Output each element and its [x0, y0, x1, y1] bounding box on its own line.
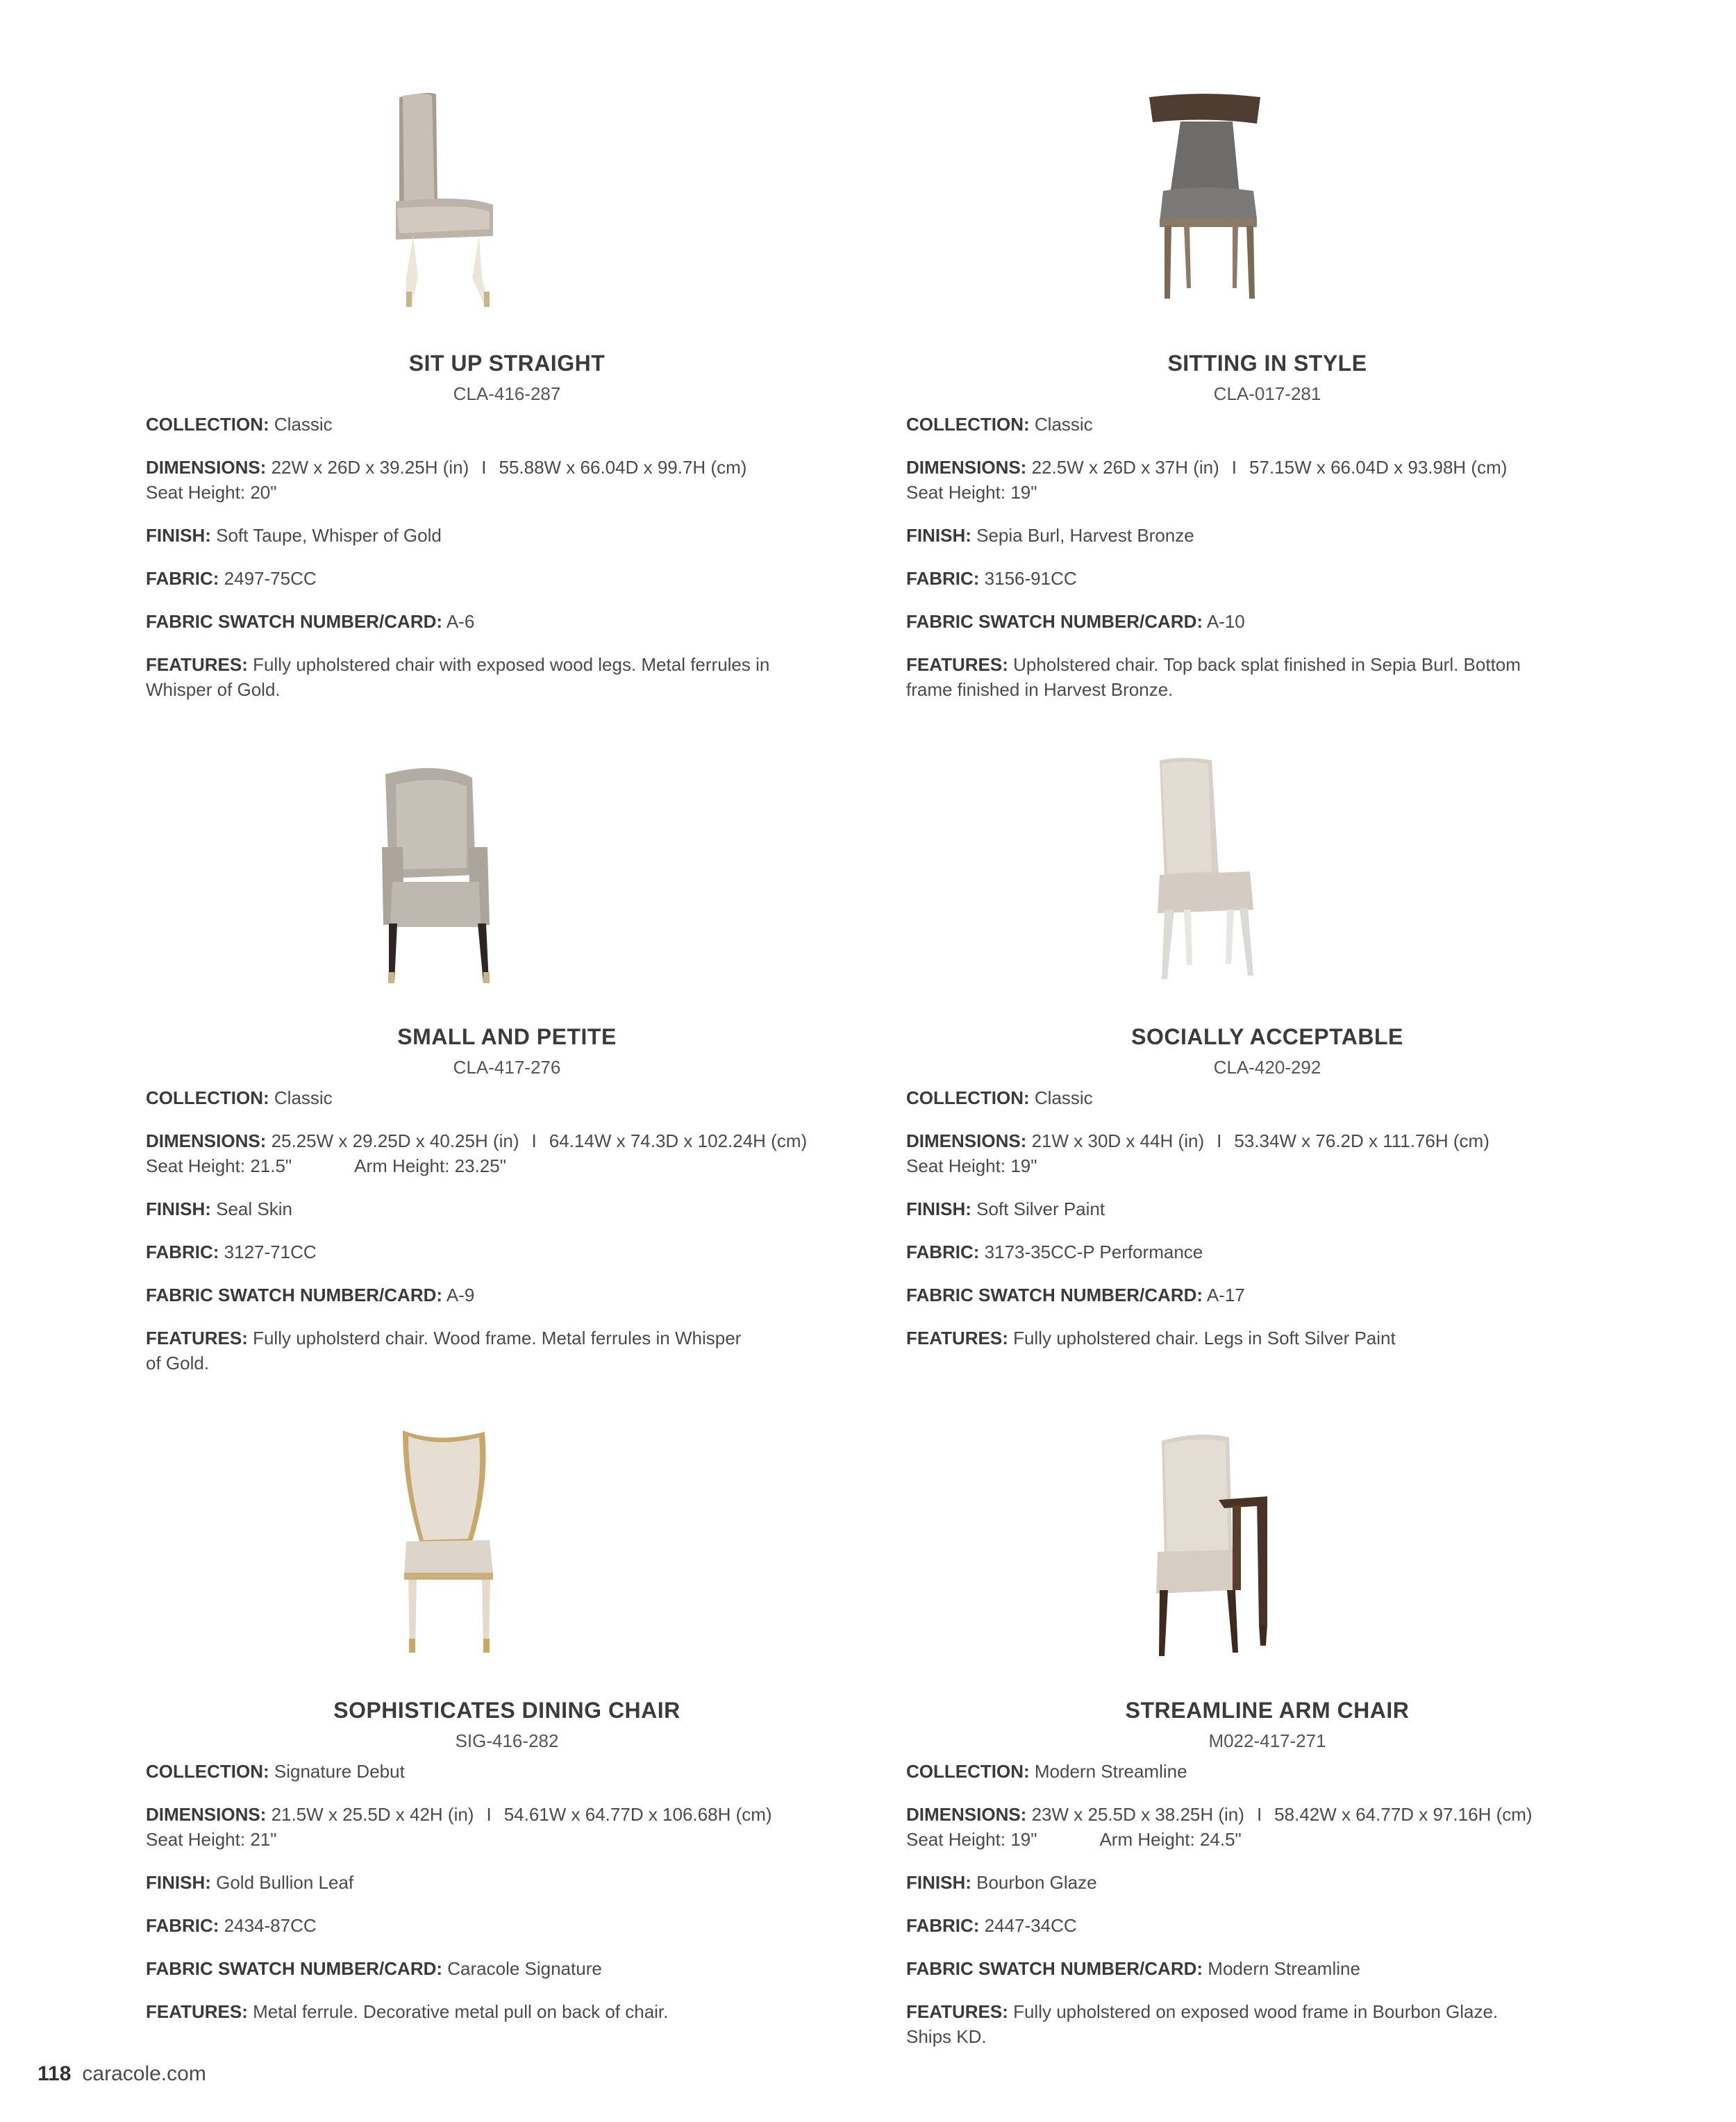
- seat-height: Seat Height: 19": [906, 1829, 1037, 1850]
- swatch-value: Modern Streamline: [1208, 1958, 1360, 1979]
- collection-label: COLLECTION:: [906, 1087, 1030, 1108]
- finish-value: Sepia Burl, Harvest Bronze: [976, 525, 1194, 546]
- arm-height: Arm Height: 24.5": [1099, 1829, 1242, 1850]
- dimensions-in: 23W x 25.5D x 38.25H (in): [1031, 1804, 1244, 1825]
- product-name: SITTING IN STYLE: [1167, 351, 1367, 376]
- product-sku: SIG-416-282: [455, 1730, 559, 1751]
- features-label: FEATURES:: [146, 1328, 248, 1348]
- chair-illustration: [146, 743, 868, 1007]
- collection-value: Classic: [274, 1087, 333, 1108]
- product-image-small-and-petite: [146, 743, 868, 1007]
- arm-height: Arm Height: 23.25": [354, 1155, 506, 1176]
- product-image-sophisticates-dining-chair: [146, 1417, 868, 1680]
- separator: I: [1256, 1804, 1262, 1825]
- chair-illustration: [146, 1417, 868, 1680]
- fabric-value: 3127-71CC: [224, 1242, 317, 1262]
- dimensions-label: DIMENSIONS:: [906, 457, 1027, 478]
- seat-height: Seat Height: 20": [146, 482, 277, 503]
- swatch-label: FABRIC SWATCH NUMBER/CARD:: [146, 1285, 443, 1305]
- dimensions-in: 25.25W x 29.25D x 40.25H (in): [271, 1130, 519, 1151]
- product-name: STREAMLINE ARM CHAIR: [1125, 1698, 1410, 1723]
- product-image-sit-up-straight: [146, 69, 868, 333]
- product-sku: CLA-420-292: [1213, 1057, 1321, 1078]
- seat-height: Seat Height: 21.5": [146, 1155, 292, 1176]
- product-sku: CLA-416-287: [453, 383, 561, 404]
- fabric-label: FABRIC:: [146, 1915, 219, 1936]
- finish-value: Soft Silver Paint: [976, 1198, 1105, 1219]
- dimensions-cm: 57.15W x 66.04D x 93.98H (cm): [1249, 457, 1508, 478]
- features-label: FEATURES:: [906, 2001, 1008, 2022]
- swatch-label: FABRIC SWATCH NUMBER/CARD:: [906, 611, 1203, 632]
- separator: I: [1231, 457, 1237, 478]
- chair-illustration: [906, 1417, 1628, 1680]
- features-line-1: Metal ferrule. Decorative metal pull on back of chair.: [253, 2001, 669, 2022]
- features-line-1: Fully upholsterd chair. Wood frame. Metal ferrules in Whisper: [253, 1328, 742, 1348]
- product-card-sit-up-straight: [146, 69, 868, 736]
- finish-value: Soft Taupe, Whisper of Gold: [216, 525, 442, 546]
- swatch-value: A-9: [446, 1285, 475, 1305]
- seat-height: Seat Height: 19": [906, 482, 1037, 503]
- fabric-value: 2497-75CC: [224, 568, 317, 589]
- finish-value: Gold Bullion Leaf: [216, 1872, 354, 1893]
- product-image-socially-acceptable: [906, 743, 1628, 1007]
- features-line-1: Fully upholstered on exposed wood frame in Bourbon Glaze.: [1013, 2001, 1499, 2022]
- collection-value: Classic: [1034, 1087, 1093, 1108]
- product-image-streamline-arm-chair: [906, 1417, 1628, 1680]
- collection-label: COLLECTION:: [146, 1087, 269, 1108]
- fabric-value: 2447-34CC: [984, 1915, 1077, 1936]
- product-card-sophisticates-dining-chair: [146, 1417, 868, 2083]
- page-footer: [37, 2062, 206, 2086]
- dimensions-cm: 54.61W x 64.77D x 106.68H (cm): [503, 1804, 772, 1825]
- finish-label: FINISH:: [146, 1198, 211, 1219]
- product-sku: CLA-417-276: [453, 1057, 561, 1078]
- collection-label: COLLECTION:: [906, 1761, 1030, 1782]
- product-specs: [906, 412, 1628, 720]
- fabric-label: FABRIC:: [906, 1915, 980, 1936]
- features-label: FEATURES:: [906, 1328, 1008, 1348]
- collection-value: Classic: [274, 414, 333, 435]
- collection-label: COLLECTION:: [146, 414, 269, 435]
- chair-illustration: [146, 69, 868, 333]
- swatch-label: FABRIC SWATCH NUMBER/CARD:: [906, 1285, 1203, 1305]
- dimensions-in: 22W x 26D x 39.25H (in): [271, 457, 469, 478]
- features-line-1: Upholstered chair. Top back splat finished in Sepia Burl. Bottom: [1013, 654, 1521, 675]
- fabric-value: 3156-91CC: [984, 568, 1077, 589]
- swatch-value: A-6: [446, 611, 475, 632]
- features-line-2: of Gold.: [146, 1353, 210, 1373]
- product-specs: [146, 1759, 868, 2042]
- seat-height: Seat Height: 21": [146, 1829, 277, 1850]
- features-line-1: Fully upholstered chair with exposed wood legs. Metal ferrules in: [253, 654, 770, 675]
- product-name: SOCIALLY ACCEPTABLE: [1131, 1024, 1403, 1049]
- features-line-2: Whisper of Gold.: [146, 679, 281, 700]
- dimensions-label: DIMENSIONS:: [906, 1804, 1027, 1825]
- page-number: 118: [37, 2062, 72, 2085]
- product-sku: CLA-017-281: [1213, 383, 1321, 404]
- product-name: SIT UP STRAIGHT: [408, 351, 606, 376]
- seat-height: Seat Height: 19": [906, 1155, 1037, 1176]
- product-specs: [146, 412, 868, 720]
- dimensions-label: DIMENSIONS:: [146, 457, 267, 478]
- separator: I: [1217, 1130, 1222, 1151]
- collection-label: COLLECTION:: [906, 414, 1030, 435]
- dimensions-cm: 64.14W x 74.3D x 102.24H (cm): [549, 1130, 808, 1151]
- collection-value: Signature Debut: [274, 1761, 405, 1782]
- swatch-value: A-10: [1206, 611, 1245, 632]
- dimensions-in: 21.5W x 25.5D x 42H (in): [271, 1804, 474, 1825]
- product-card-socially-acceptable: [906, 743, 1628, 1410]
- product-name: SOPHISTICATES DINING CHAIR: [333, 1698, 681, 1723]
- dimensions-label: DIMENSIONS:: [146, 1130, 267, 1151]
- collection-label: COLLECTION:: [146, 1761, 269, 1782]
- separator: I: [486, 1804, 492, 1825]
- dimensions-in: 22.5W x 26D x 37H (in): [1031, 457, 1219, 478]
- product-image-sitting-in-style: [906, 69, 1628, 333]
- swatch-label: FABRIC SWATCH NUMBER/CARD:: [146, 1958, 443, 1979]
- product-name: SMALL AND PETITE: [397, 1024, 617, 1049]
- dimensions-label: DIMENSIONS:: [146, 1804, 267, 1825]
- swatch-label: FABRIC SWATCH NUMBER/CARD:: [906, 1958, 1203, 1979]
- fabric-label: FABRIC:: [146, 1242, 219, 1262]
- finish-label: FINISH:: [906, 525, 971, 546]
- dimensions-cm: 55.88W x 66.04D x 99.7H (cm): [499, 457, 747, 478]
- features-line-2: Ships KD.: [906, 2026, 987, 2047]
- product-specs: [906, 1759, 1628, 2067]
- finish-value: Seal Skin: [216, 1198, 292, 1219]
- features-label: FEATURES:: [146, 654, 248, 675]
- dimensions-label: DIMENSIONS:: [906, 1130, 1027, 1151]
- separator: I: [531, 1130, 537, 1151]
- dimensions-cm: 53.34W x 76.2D x 111.76H (cm): [1234, 1130, 1489, 1151]
- product-sku: M022-417-271: [1208, 1730, 1326, 1751]
- fabric-value: 3173-35CC-P Performance: [984, 1242, 1203, 1262]
- product-card-streamline-arm-chair: [906, 1417, 1628, 2083]
- chair-illustration: [906, 743, 1628, 1007]
- finish-label: FINISH:: [146, 525, 211, 546]
- finish-label: FINISH:: [146, 1872, 211, 1893]
- finish-label: FINISH:: [906, 1198, 971, 1219]
- chair-illustration: [906, 69, 1628, 333]
- features-label: FEATURES:: [146, 2001, 248, 2022]
- dimensions-cm: 58.42W x 64.77D x 97.16H (cm): [1274, 1804, 1533, 1825]
- collection-value: Modern Streamline: [1034, 1761, 1187, 1782]
- website-link[interactable]: caracole.com: [82, 2062, 206, 2085]
- separator: I: [481, 457, 487, 478]
- finish-value: Bourbon Glaze: [976, 1872, 1097, 1893]
- features-line-2: frame finished in Harvest Bronze.: [906, 679, 1174, 700]
- fabric-label: FABRIC:: [906, 568, 980, 589]
- finish-label: FINISH:: [906, 1872, 971, 1893]
- dimensions-in: 21W x 30D x 44H (in): [1031, 1130, 1205, 1151]
- features-label: FEATURES:: [906, 654, 1008, 675]
- swatch-value: Caracole Signature: [447, 1958, 602, 1979]
- swatch-value: A-17: [1206, 1285, 1245, 1305]
- product-specs: [146, 1085, 868, 1394]
- collection-value: Classic: [1034, 414, 1093, 435]
- product-card-small-and-petite: [146, 743, 868, 1410]
- fabric-label: FABRIC:: [906, 1242, 980, 1262]
- features-line-1: Fully upholstered chair. Legs in Soft Silver Paint: [1013, 1328, 1396, 1348]
- fabric-value: 2434-87CC: [224, 1915, 317, 1936]
- swatch-label: FABRIC SWATCH NUMBER/CARD:: [146, 611, 443, 632]
- fabric-label: FABRIC:: [146, 568, 219, 589]
- product-specs: [906, 1085, 1628, 1369]
- product-card-sitting-in-style: [906, 69, 1628, 736]
